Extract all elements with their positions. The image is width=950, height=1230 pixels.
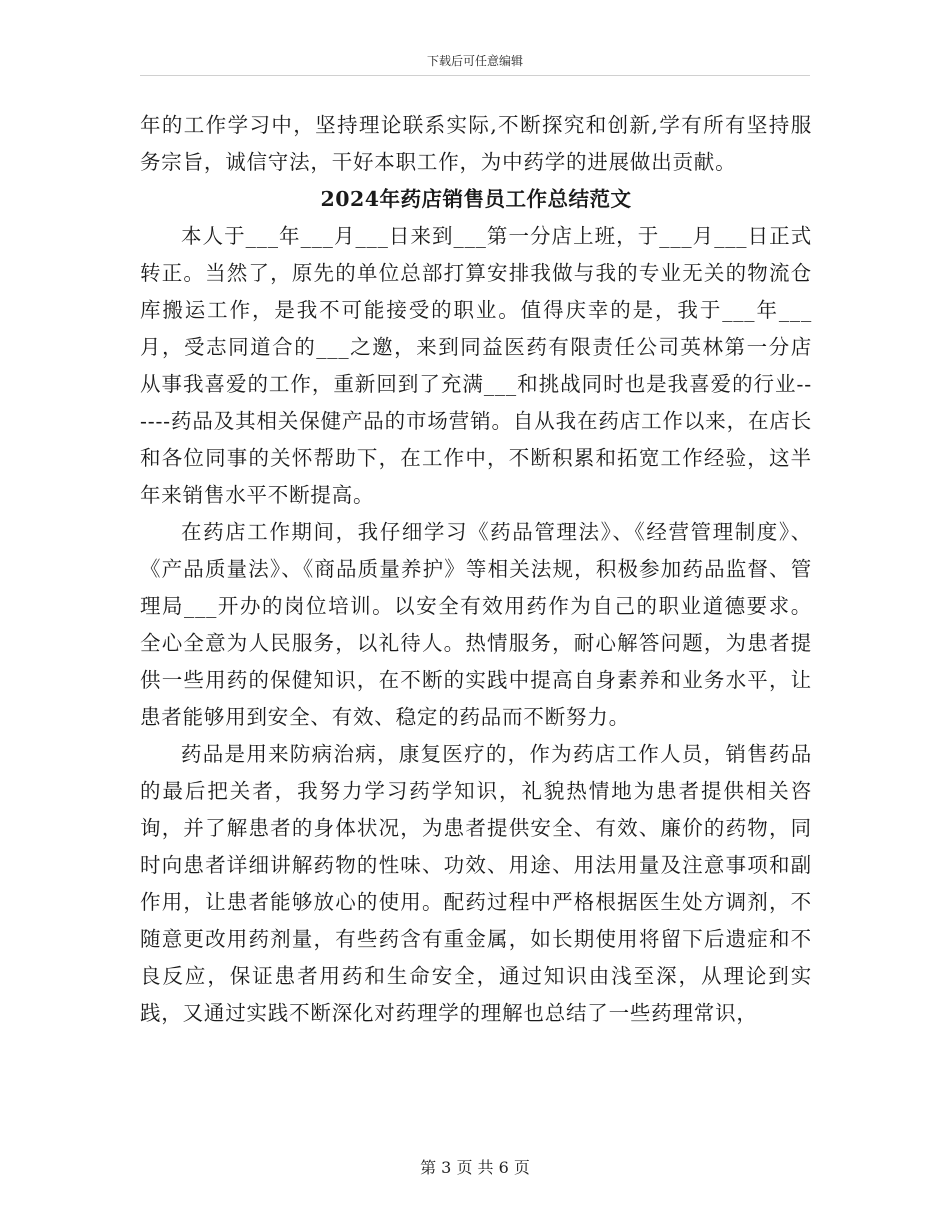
- document-body: [140, 107, 812, 1032]
- document-title: 2024年药店销售员工作总结范文: [320, 187, 632, 211]
- header-divider: [140, 75, 810, 76]
- body-paragraph-3: 药品是用来防病治病，康复医疗的，作为药店工作人员，销售药品的最后把关者，我努力学习药学知识，礼貌热情地为患者提供相关咨询，并了解患者的身体状况，为患者提供安全、有效、廉价的药物，同时向患者详细讲解药物的性味、功效、用途、用法用量及注意事项和副作用，让患者能够放心的使用。配药过程中严格根据医生处方调剂，不随意更改用药剂量，有些药含有重金属，如长期使用将留下后遗症和不良反应，保证患者用药和生命安全，通过知识由浅至深，从理论到实践，又通过实践不断深化对药理学的理解也总结了一些药理常识，: [140, 742, 812, 1025]
- body-paragraph-1: 本人于___年___月___日来到___第一分店上班，于___月___日正式转正。当然了，原先的单位总部打算安排我做与我的专业无关的物流仓库搬运工作，是我不可能接受的职业。值得庆幸的是，我于___年___月，受志同道合的___之邀，来到同益医药有限责任公司英林第一分店从事我喜爱的工作，重新回到了充满___和挑战同时也是我喜爱的行业------药品及其相关保健产品的市场营销。自从我在药店工作以来，在店长和各位同事的关怀帮助下，在工作中，不断积累和拓宽工作经验，这半年来销售水平不断提高。: [140, 224, 812, 507]
- body-paragraph-2: 在药店工作期间，我仔细学习《药品管理法》、《经营管理制度》、《产品质量法》、《商品质量养护》等相关法规，积极参加药品监督、管理局___开办的岗位培训。以安全有效用药作为自己的职业道德要求。全心全意为人民服务，以礼待人。热情服务，耐心解答问题，为患者提供一些用药的保健知识，在不断的实践中提高自身素养和业务水平，让患者能够用到安全、有效、稳定的药品而不断努力。: [140, 520, 812, 729]
- page-header: 下载后可任意编辑: [426, 54, 523, 68]
- continuation-paragraph: 年的工作学习中，坚持理论联系实际,不断探究和创新,学有所有坚持服务宗旨，诚信守法，干好本职工作，为中药学的进展做出贡献。: [140, 113, 812, 174]
- page-number-footer: 第 3 页 共 6 页: [420, 1158, 530, 1177]
